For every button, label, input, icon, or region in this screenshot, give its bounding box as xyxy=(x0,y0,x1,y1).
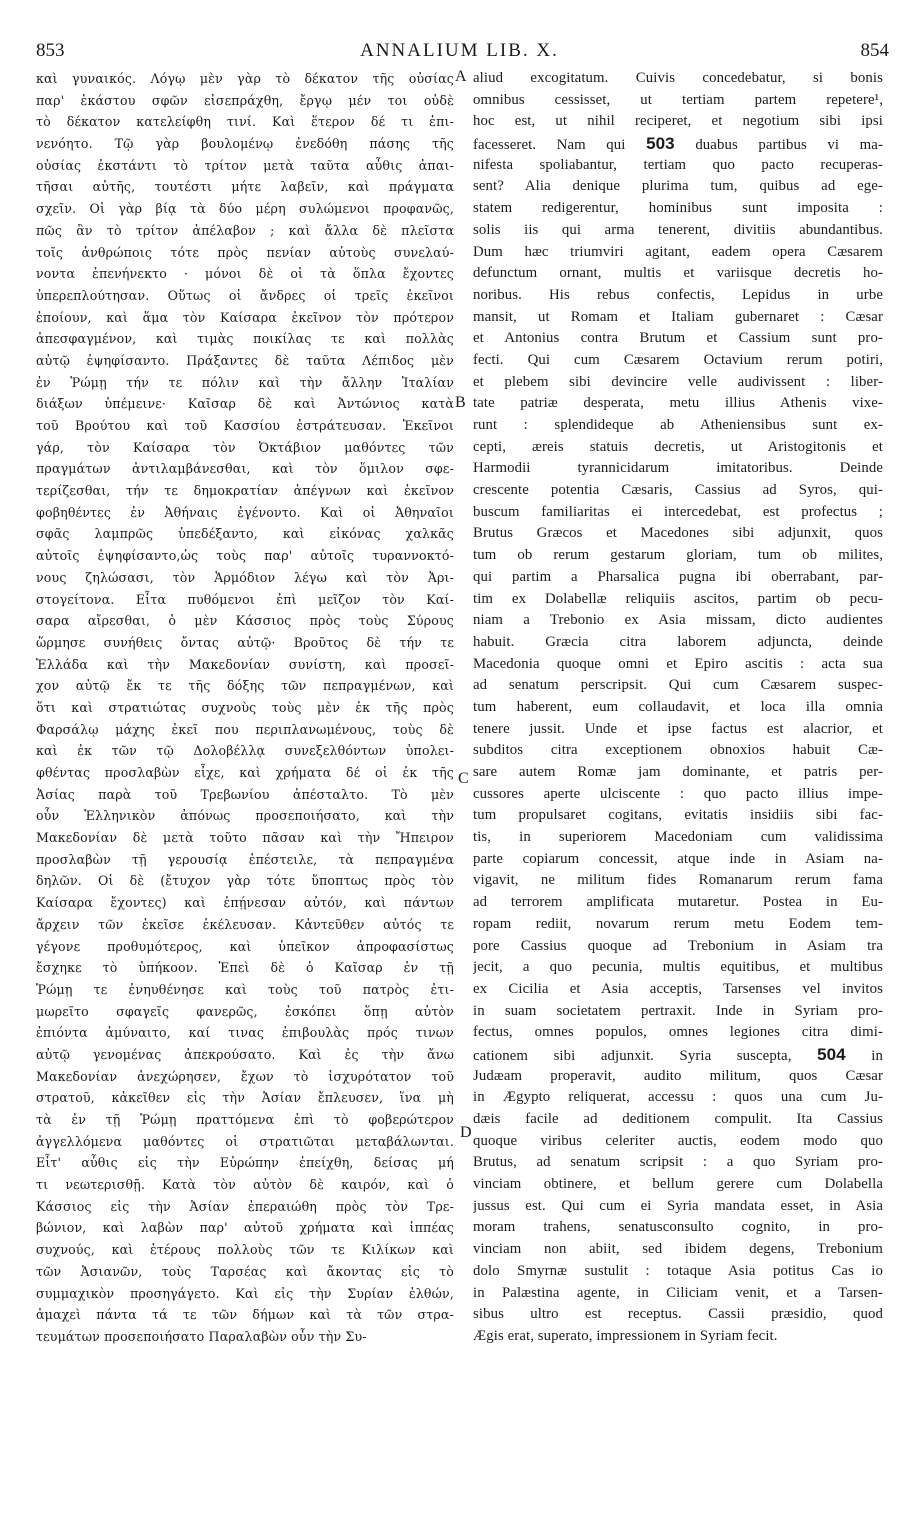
greek-text-line: ἐν Ῥώμῃ τήν τε πόλιν καὶ τὴν ἄλλην Ἰταλίαν xyxy=(36,374,454,390)
greek-text-line: νους ζηλώσασι, τὸν Ἁρμόδιον λέγω καὶ τὸν Ἀρι- xyxy=(36,569,454,585)
greek-text-line: αὐτοῖς ἐψηφίσαντο,ὡς τοὺς παρ' αὐτοῖς τυραννοκτό- xyxy=(36,548,454,564)
greek-text-line: ἀμαχεὶ πάντα τά τε τῶν δήμων καὶ τὰ τῶν στρα- xyxy=(36,1307,454,1323)
greek-text-line: οὐσίας ἐκστάντι τὸ τρίτον μετὰ ταῦτα αὖθις ἀπαι- xyxy=(36,157,454,173)
latin-text-line: runt : splendideque ab Atheniensibus sunt ex- xyxy=(473,417,883,433)
latin-text-line: mansit, ut Romam et Italiam gubernaret : Cæsar xyxy=(473,308,883,325)
latin-text-line: sibus ultro est receptus. Cassii præsidio, quod xyxy=(473,1306,883,1323)
latin-text-line: Harmodii tyrannicidarum imitatoribus. Deinde xyxy=(473,460,883,477)
latin-text-line: defunctum ornant, multis et variisque decretis ho- xyxy=(473,265,883,282)
latin-text-line: sare autem Romæ jam dominante, et patris per- xyxy=(473,764,883,780)
greek-text-line: ἀγγελλόμενα μαθόντες οἱ στρατιῶται μεταβάλωνται. xyxy=(36,1133,454,1149)
latin-text-line: moram trahens, senatusconsulto cognito, in pro- xyxy=(473,1219,883,1236)
left-page-number: 853 xyxy=(36,40,65,61)
greek-text-line: ἄρχειν τῶν ἐκεῖσε ἐκέλευσαν. Κἀντεῦθεν αὐτός τε xyxy=(36,916,454,932)
latin-text-line: statem redigerentur, hominibus sunt imposita : xyxy=(473,200,883,217)
latin-text-line: dolo Smyrnæ sustulit : totaque Asia potitus Cas io xyxy=(473,1262,883,1279)
greek-text-line: τοῖς ἀνθρώποις τότε πρὸς πενίαν αὐτοὺς συνελαύ- xyxy=(36,244,454,260)
greek-text-line: οὖν Ἑλληνικὸν ἀπόνως προσεποιήσατο, καὶ τὴν xyxy=(36,808,454,824)
latin-text-line: tum propulsaret cogitans, evitatis insidiis sibi fac- xyxy=(473,807,883,824)
margin-marker-b: B xyxy=(455,394,466,411)
greek-text-line: δηλῶν. Οἱ δὲ (ἔτυχον γὰρ τότε ὕποπτως πρὸς τὸν xyxy=(36,873,454,889)
latin-text-line: aliud excogitatum. Cuivis concedebatur, si bonis xyxy=(473,70,883,86)
latin-text-line: Judæam properavit, audito militum, quos Cæsar xyxy=(473,1067,883,1084)
latin-text-segment: in xyxy=(871,1047,883,1064)
greek-text-line: Ἀσίας παρὰ τοῦ Τρεβωνίου ἀπέσταλτο. Τὸ μὲν xyxy=(36,786,454,802)
latin-text-line: et plebem sibi devincire velle audivissent : liber- xyxy=(473,373,883,390)
greek-text-line: τῆσαι αὐτῆς, τουτέστι μήτε λαβεῖν, καὶ πράγματα xyxy=(36,179,454,195)
latin-text-line: vinciam obtinere, et bellum gerere cum Dolabella xyxy=(473,1176,883,1193)
latin-text-line: solis iis qui arma tenerent, divitiis abundantibus. xyxy=(473,221,883,238)
greek-text-line: διάξων ὑπέμεινε· Καῖσαρ δὲ καὶ Ἀντώνιος κατὰ xyxy=(36,396,454,412)
latin-text-line: tum haberent, eum collaudavit, et loca illa omnia xyxy=(473,698,883,715)
greek-text-line: πραγμάτων ἀντιλαμβάνεσθαι, καὶ τὸν ὅμιλον σφε- xyxy=(36,461,454,477)
greek-text-line: σαρα αἴρεσθαι, ὁ μὲν Κάσσιος πρὸς τοὺς Σύρους xyxy=(36,613,454,629)
greek-text-line: αὐτῷ γενομένας ἀπεκρούσατο. Καὶ ἐς τὴν ἄνω xyxy=(36,1046,454,1062)
latin-text-line: ad terrorem amplificata mutaretur. Postea in Eu- xyxy=(473,894,883,911)
latin-text-line: tum ob rerum gestarum gloriam, tum ob milites, xyxy=(473,547,883,564)
latin-text-line: jecit, a quo pecunia, multis equitibus, et multibus xyxy=(473,959,883,976)
greek-text-line: καὶ ἐκ τῶν τῷ Δολοβέλλᾳ συνεξελθόντων ὑπολει- xyxy=(36,743,454,759)
greek-text-line: τι νεωτερισθῇ. Κατὰ τὸν αὐτὸν δὲ καιρόν, καὶ ὁ xyxy=(36,1177,454,1193)
latin-text-line: Brutus, ad senatum scripsit : a quo Syriam pro- xyxy=(473,1154,883,1171)
latin-text-line: parte copiarum concessit, atque inde in Asiam na- xyxy=(473,850,883,867)
greek-text-line: γάρ, τὸν Καίσαρα τὸν Ὀκτάβιον μαθόντες τῶν xyxy=(36,439,454,455)
greek-text-line: Ἑλλάδα καὶ τὴν Μακεδονίαν συνίστη, καὶ προσεῖ- xyxy=(36,656,454,672)
latin-text-line: vigavit, ne militum fides Romanarum rerum fama xyxy=(473,872,883,889)
latin-text-line xyxy=(473,1044,883,1066)
greek-text-column xyxy=(36,68,454,1348)
greek-text-line: χον αὐτῷ ἔκ τε τῆς δόξης τῶν πεπραγμένων, καὶ xyxy=(36,678,454,694)
greek-text-line: προσλαβὼν τῇ γερουσίᾳ ἐπέστειλε, τὰ πεπραγμένα xyxy=(36,851,454,867)
latin-text-line: niam a Trebonio ex Asia missam, dicto audientes xyxy=(473,612,883,629)
running-title: ANNALIUM LIB. X. xyxy=(360,40,559,61)
greek-text-line: ὅτι καὶ στρατιώτας συχνοὺς τοὺς μὲν ἐκ τῆς πρὸς xyxy=(36,699,454,715)
latin-text-line: nifesta spoliabantur, tertiam quo pacto recuperas- xyxy=(473,156,883,173)
greek-text-line: τερίζεσθαι, τήν τε δημοκρατίαν ἀπέγνων καὶ ἐκεῖνον xyxy=(36,483,454,499)
greek-text-line: σχεῖν. Οἱ γὰρ βίᾳ τὰ δύο μέρη συλώμενοι προφανῶς, xyxy=(36,201,454,217)
greek-text-line: νοντα ἐπενήνεκτο · μόνοι δὲ οἱ τὰ ὅπλα ἔχοντες xyxy=(36,266,454,282)
latin-text-line: ex Cicilia et Asia acceptis, Tarsenses vel invitos xyxy=(473,980,883,997)
greek-text-line: ὑπερεπλούτησαν. Οὕτως οἱ ἄνδρες οἱ τρεῖς ἐκεῖνοι xyxy=(36,287,454,303)
latin-text-line: in Palæstina agente, in Ciliciam venit, et a Tarsen- xyxy=(473,1284,883,1301)
latin-text-line: in Ægypto reliquerat, accessu : quos una cum Ju- xyxy=(473,1089,883,1106)
latin-text-line: qui partim a Pharsalica pugna ibi oberrabant, par- xyxy=(473,568,883,585)
greek-text-line: αὐτῷ ἐψηφίσαντο. Πράξαντες δὲ ταῦτα Λέπιδος μὲν xyxy=(36,352,454,368)
latin-text-line: quoque viribus celeriter auctis, eodem modo quo xyxy=(473,1132,883,1149)
greek-text-line: νενόητο. Τῷ γὰρ βουλομένῳ ἐνεδόθη πάσης τῆς xyxy=(36,136,454,152)
latin-text-line: tis, in superiorem Macedoniam cum validissima xyxy=(473,829,883,846)
latin-text-segment: duabus partibus vi ma- xyxy=(695,137,883,154)
greek-text-line: ἀπεσφαγμένον, καὶ τιμὰς ποικίλας τε καὶ πολλὰς xyxy=(36,331,454,347)
greek-text-line: συμμαχικὸν προσηγάγετο. Καὶ εἰς τὴν Συρίαν ἐλθών, xyxy=(36,1285,454,1301)
latin-text-line: Brutus Græcos et Macedones sibi adjunxit, quos xyxy=(473,525,883,542)
latin-text-line: tate patriæ desperata, metu illius Athenis vixe- xyxy=(473,395,883,412)
latin-text-line: crescente potentia Cæsaris, Cassius ad Syros, qui- xyxy=(473,482,883,499)
greek-text-line: Ῥώμῃ τε ἐνηυθένησε καὶ τοὺς τοῦ πατρὸς ἐτι- xyxy=(36,981,454,997)
latin-text-line: subditos citra exceptionem obnoxios habuit Cæ- xyxy=(473,742,883,759)
greek-text-line: Φαρσάλῳ μάχης ἐκεῖ που περιπλανωμένους, τοὺς δὲ xyxy=(36,721,454,737)
greek-text-line: συχνούς, καὶ ἑτέρους πολλοὺς τῶν τε Κιλίκων καὶ xyxy=(36,1242,454,1258)
greek-text-line: Καίσαρα ἔχοντες) καὶ ἐπῄνεσαν αὐτόν, καὶ πάντων xyxy=(36,895,454,911)
greek-text-line: ἐποίουν, καὶ ἅμα τὸν Καίσαρα ἐκεῖνον τὸν πρότερον xyxy=(36,309,454,325)
latin-text-line: cussores aperte ulciscente : quo pacto illius impe- xyxy=(473,785,883,802)
greek-text-line: βώνιον, καὶ λαβὼν παρ' αὐτοῦ χρήματα καὶ ἱππέας xyxy=(36,1220,454,1236)
greek-text-line: τῶν Ἀσιανῶν, τοὺς Ταρσέας καὶ ἄκοντας εἰς τὸ xyxy=(36,1263,454,1279)
greek-text-line: παρ' ἑκάστου σφῶν εἰσεπράχθη, ἔργῳ μέν τοι οὐδὲ xyxy=(36,92,454,108)
latin-text-line: tim ex Dolabellæ reliquiis ascitos, partim ob pecu- xyxy=(473,590,883,607)
latin-text-line: vinciam non abiit, sed ibidem degens, Trebonium xyxy=(473,1241,883,1258)
latin-text-line: et Antonius contra Brutum et Cassium sunt pro- xyxy=(473,330,883,347)
latin-text-line: tenere jussit. Unde et ipse factus est alacrior, et xyxy=(473,720,883,737)
latin-text-line: noribus. His rebus confectis, Lepidus in urbe xyxy=(473,286,883,303)
latin-text-line: habuit. Græcia citra laborem adjuncta, deinde xyxy=(473,633,883,650)
inline-page-number: 503 xyxy=(646,134,675,154)
greek-text-line: Κάσσιος εἰς τὴν Ἀσίαν ἐπεραιώθη πρὸς τὸν Τρε- xyxy=(36,1198,454,1214)
greek-text-line: ὥρμησε συνήθεις ὄντας αὐτῷ· Βροῦτος δὲ τήν τε xyxy=(36,634,454,650)
greek-text-line: πῶς ἂν τὸ τρίτον ἀπέλαβον ; καὶ ἄλλα δὲ πλεῖστα xyxy=(36,222,454,238)
latin-text-column xyxy=(473,68,883,1348)
greek-text-line: Μακεδονίαν ἀνεχώρησεν, ἔχων τὸ ἰσχυρότατον τοῦ xyxy=(36,1068,454,1084)
latin-text-line: pore Cassius quoque ad Trebonium in Asiam tra xyxy=(473,937,883,954)
latin-text-line xyxy=(473,133,883,155)
inline-page-number: 504 xyxy=(817,1044,846,1064)
margin-marker-c: C xyxy=(458,770,469,787)
latin-text-line: dæis facile ad deditionem compulit. Ita Cassius xyxy=(473,1111,883,1127)
latin-text-line: Macedonia quoque omni et Epiro ascitis : acta sua xyxy=(473,655,883,672)
latin-text-line: jussus est. Qui cum ei Syria mandata esset, in Asia xyxy=(473,1197,883,1214)
greek-text-line: φοβηθέντες ἐν Ἀθήναις ἐγένοντο. Καὶ οἱ Ἀθηναῖοι xyxy=(36,504,454,520)
greek-text-line: ἐπιόντα ἀμύναιτο, καί τινας ἐπιβουλὰς πρός τινων xyxy=(36,1025,454,1041)
greek-text-line: τὸ δέκατον κατελείφθη τινί. Καὶ ἕτερον δέ τι ἐπι- xyxy=(36,114,454,130)
greek-text-line: Εἶτ' αὖθις εἰς τὴν Εὐρώπην ἐπείχθη, δείσας μή xyxy=(36,1155,454,1171)
greek-text-line: στογείτονα. Εἶτα πυθόμενοι ἐπὶ μεῖζον τὸν Καί- xyxy=(36,591,454,607)
latin-text-line: hoc est, ut nihil reciperet, et negotium sibi ipsi xyxy=(473,113,883,130)
margin-marker-a: A xyxy=(455,68,467,85)
latin-text-line: ad senatum perscripsit. Qui cum Cæsarem suspec- xyxy=(473,677,883,694)
right-page-number: 854 xyxy=(860,40,889,61)
greek-text-line: μωρεῖτο σφαγεῖς φανερῶς, ἐσκόπει ὅπῃ αὐτὸν xyxy=(36,1003,454,1019)
greek-text-line: γέγονε προθυμότερος, καὶ ὑπεῖκον ἀπροφασίστως xyxy=(36,938,454,954)
greek-text-line: τευμάτων προσεποιήσατο Παραλαβὼν οὖν τὴν Συ- xyxy=(36,1328,367,1344)
latin-text-line: omnibus cessisset, ut tertiam partem repetere¹, xyxy=(473,91,883,108)
latin-text-line: ropam rediit, novarum rerum metu Eodem tem- xyxy=(473,915,883,932)
greek-text-line: σφᾶς λαμπρῶς ὑπεδέξαντο, καὶ εἰκόνας χαλκᾶς xyxy=(36,526,454,542)
greek-text-line: φθέντας προσλαβὼν εἶχε, καὶ χρήματα δέ οἱ ἐκ τῆς xyxy=(36,765,454,780)
greek-text-line: τοῦ Βρούτου καὶ τοῦ Κασσίου ἐστράτευσαν. Ἐκεῖνοι xyxy=(36,418,454,433)
latin-text-segment: facesseret. Nam qui xyxy=(473,137,626,154)
margin-marker-d: D xyxy=(460,1124,472,1141)
latin-text-segment: cationem sibi adjunxit. Syria suscepta, xyxy=(473,1047,792,1064)
greek-text-line: Μακεδονίαν δὲ μετὰ τοῦτο πᾶσαν καὶ τὴν Ἤπειρον xyxy=(36,830,454,846)
latin-text-line: sent? Alia denique plurima tum, quibus ad ege- xyxy=(473,178,883,195)
latin-text-line: in suam societatem pertraxit. Inde in Syriam pro- xyxy=(473,1002,883,1019)
latin-text-line: buscum familiaritas ei intercedebat, est profectus ; xyxy=(473,503,883,520)
greek-text-line: στρατοῦ, κἀκεῖθεν εἰς τὴν Ἀσίαν ἔπλευσεν, ἵνα μὴ xyxy=(36,1090,454,1106)
greek-text-line: τὰ ἐν τῇ Ῥώμῃ πραττόμενα ἐπὶ τὸ φοβερώτερον xyxy=(36,1112,454,1127)
latin-text-line: Ægis erat, superato, impressionem in Syriam fecit. xyxy=(473,1327,778,1344)
greek-text-line: καὶ γυναικός. Λόγῳ μὲν γὰρ τὸ δέκατον τῆς οὐσίας xyxy=(36,71,454,86)
latin-text-line: fecti. Qui cum Cæsarem Octavium rerum potiri, xyxy=(473,351,883,368)
latin-text-line: fectus, omnes populos, omnes legiones citra dimi- xyxy=(473,1024,883,1041)
latin-text-line: Dum hæc triumviri agitant, eadem opera Cæsarem xyxy=(473,243,883,260)
greek-text-line: ἔσχηκε τὸ ὑπήκοον. Ἐπεὶ δὲ ὁ Καῖσαρ ἐν τῇ xyxy=(36,960,454,976)
latin-text-line: cepti, æreis statuis decretis, ut Aristogitonis et xyxy=(473,438,883,455)
